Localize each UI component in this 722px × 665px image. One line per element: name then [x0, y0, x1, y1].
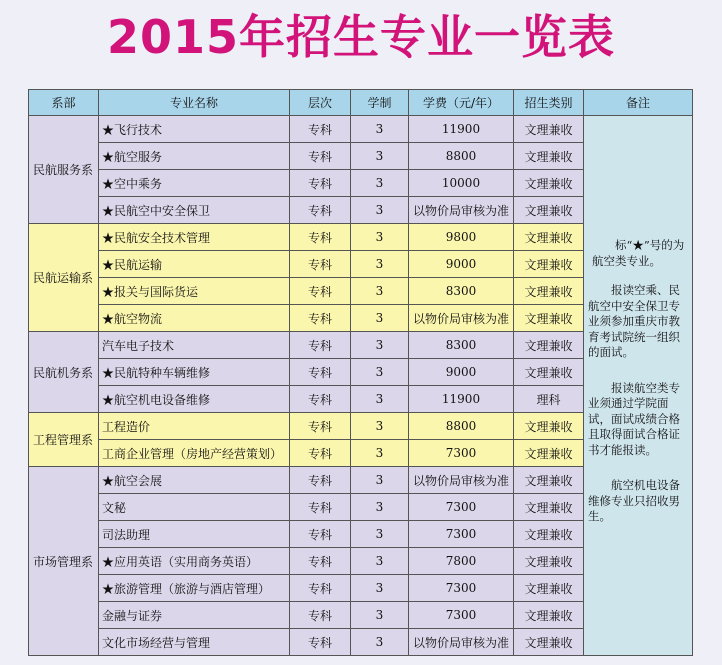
level-cell: 专科: [290, 521, 351, 548]
major-name-cell: ★报关与国际货运: [99, 278, 290, 305]
fee-cell: 9000: [409, 251, 514, 278]
level-cell: 专科: [290, 467, 351, 494]
fee-cell: 9000: [409, 359, 514, 386]
note-paragraph: 报读空乘、民航空中安全保卫专业须参加重庆市教育考试院统一组织的面试。: [588, 283, 680, 359]
level-cell: 专科: [290, 494, 351, 521]
major-name-cell: ★飞行技术: [99, 116, 290, 143]
category-cell: 文理兼收: [514, 575, 584, 602]
fee-cell: 11900: [409, 386, 514, 413]
fee-cell: 7300: [409, 440, 514, 467]
major-name-cell: ★应用英语（实用商务英语）: [99, 548, 290, 575]
dept-cell: 工程管理系: [29, 413, 99, 467]
years-cell: 3: [351, 332, 409, 359]
major-name-cell: ★航空服务: [99, 143, 290, 170]
years-cell: 3: [351, 575, 409, 602]
dept-cell: 民航运输系: [29, 224, 99, 332]
level-cell: 专科: [290, 413, 351, 440]
level-cell: 专科: [290, 332, 351, 359]
fee-cell: 以物价局审核为准: [409, 305, 514, 332]
fee-cell: 8800: [409, 413, 514, 440]
level-cell: 专科: [290, 575, 351, 602]
major-name-cell: 金融与证券: [99, 602, 290, 629]
major-name-cell: 文秘: [99, 494, 290, 521]
header-row: [29, 90, 693, 116]
header-fee: 学费（元/年）: [409, 90, 514, 116]
fee-cell: 7300: [409, 494, 514, 521]
category-cell: 文理兼收: [514, 494, 584, 521]
major-name-cell: 汽车电子技术: [99, 332, 290, 359]
category-cell: 文理兼收: [514, 629, 584, 656]
fee-cell: 11900: [409, 116, 514, 143]
page-title: 2015年招生专业一览表: [106, 10, 616, 64]
header-major: 专业名称: [99, 90, 290, 116]
category-cell: 文理兼收: [514, 467, 584, 494]
years-cell: 3: [351, 467, 409, 494]
category-cell: 文理兼收: [514, 143, 584, 170]
majors-table: [28, 89, 693, 656]
major-name-cell: ★民航特种车辆维修: [99, 359, 290, 386]
fee-cell: 以物价局审核为准: [409, 467, 514, 494]
years-cell: 3: [351, 602, 409, 629]
category-cell: 文理兼收: [514, 197, 584, 224]
dept-cell: 民航服务系: [29, 116, 99, 224]
fee-cell: 8300: [409, 278, 514, 305]
level-cell: 专科: [290, 440, 351, 467]
dept-cell: 市场管理系: [29, 467, 99, 656]
category-cell: 文理兼收: [514, 170, 584, 197]
major-name-cell: ★民航运输: [99, 251, 290, 278]
category-cell: 文理兼收: [514, 251, 584, 278]
category-cell: 文理兼收: [514, 413, 584, 440]
major-name-cell: ★空中乘务: [99, 170, 290, 197]
years-cell: 3: [351, 197, 409, 224]
category-cell: 文理兼收: [514, 305, 584, 332]
level-cell: 专科: [290, 386, 351, 413]
major-name-cell: ★民航空中安全保卫: [99, 197, 290, 224]
category-cell: 文理兼收: [514, 116, 584, 143]
level-cell: 专科: [290, 251, 351, 278]
years-cell: 3: [351, 251, 409, 278]
fee-cell: 9800: [409, 224, 514, 251]
dept-cell: 民航机务系: [29, 332, 99, 413]
level-cell: 专科: [290, 548, 351, 575]
note-paragraph: 航空机电设备维修专业只招收男生。: [588, 478, 680, 523]
category-cell: 文理兼收: [514, 278, 584, 305]
fee-cell: 8800: [409, 143, 514, 170]
major-name-cell: ★航空会展: [99, 467, 290, 494]
fee-cell: 7300: [409, 575, 514, 602]
level-cell: 专科: [290, 197, 351, 224]
major-name-cell: 文化市场经营与管理: [99, 629, 290, 656]
years-cell: 3: [351, 116, 409, 143]
header-years: 学制: [351, 90, 409, 116]
category-cell: 文理兼收: [514, 440, 584, 467]
years-cell: 3: [351, 629, 409, 656]
note-paragraph: 标“★”号的为航空类专业。: [592, 238, 685, 268]
notes-cell: [584, 116, 693, 656]
table-row: [29, 116, 693, 143]
note-paragraph: 报读航空类专业须通过学院面试，面试成绩合格且取得面试合格证书才能报读。: [588, 380, 680, 457]
years-cell: 3: [351, 359, 409, 386]
major-name-cell: 工程造价: [99, 413, 290, 440]
years-cell: 3: [351, 521, 409, 548]
years-cell: 3: [351, 143, 409, 170]
level-cell: 专科: [290, 305, 351, 332]
level-cell: 专科: [290, 278, 351, 305]
level-cell: 专科: [290, 359, 351, 386]
fee-cell: 10000: [409, 170, 514, 197]
major-name-cell: ★民航安全技术管理: [99, 224, 290, 251]
category-cell: 文理兼收: [514, 521, 584, 548]
level-cell: 专科: [290, 116, 351, 143]
years-cell: 3: [351, 170, 409, 197]
category-cell: 文理兼收: [514, 359, 584, 386]
level-cell: 专科: [290, 602, 351, 629]
years-cell: 3: [351, 440, 409, 467]
major-name-cell: ★航空物流: [99, 305, 290, 332]
fee-cell: 以物价局审核为准: [409, 197, 514, 224]
header-dept: 系部: [29, 90, 99, 116]
fee-cell: 7300: [409, 602, 514, 629]
years-cell: 3: [351, 386, 409, 413]
level-cell: 专科: [290, 629, 351, 656]
category-cell: 理科: [514, 386, 584, 413]
header-level: 层次: [290, 90, 351, 116]
years-cell: 3: [351, 413, 409, 440]
fee-cell: 7300: [409, 521, 514, 548]
major-name-cell: 工商企业管理（房地产经营策划）: [99, 440, 290, 467]
category-cell: 文理兼收: [514, 332, 584, 359]
level-cell: 专科: [290, 143, 351, 170]
category-cell: 文理兼收: [514, 224, 584, 251]
years-cell: 3: [351, 224, 409, 251]
years-cell: 3: [351, 494, 409, 521]
level-cell: 专科: [290, 170, 351, 197]
major-name-cell: ★旅游管理（旅游与酒店管理）: [99, 575, 290, 602]
major-name-cell: ★航空机电设备维修: [99, 386, 290, 413]
fee-cell: 7800: [409, 548, 514, 575]
category-cell: 文理兼收: [514, 602, 584, 629]
table-body: [29, 116, 693, 656]
years-cell: 3: [351, 278, 409, 305]
level-cell: 专科: [290, 224, 351, 251]
years-cell: 3: [351, 305, 409, 332]
header-notes: 备注: [584, 90, 693, 116]
category-cell: 文理兼收: [514, 548, 584, 575]
major-name-cell: 司法助理: [99, 521, 290, 548]
years-cell: 3: [351, 548, 409, 575]
header-category: 招生类别: [514, 90, 584, 116]
fee-cell: 以物价局审核为准: [409, 629, 514, 656]
fee-cell: 8300: [409, 332, 514, 359]
